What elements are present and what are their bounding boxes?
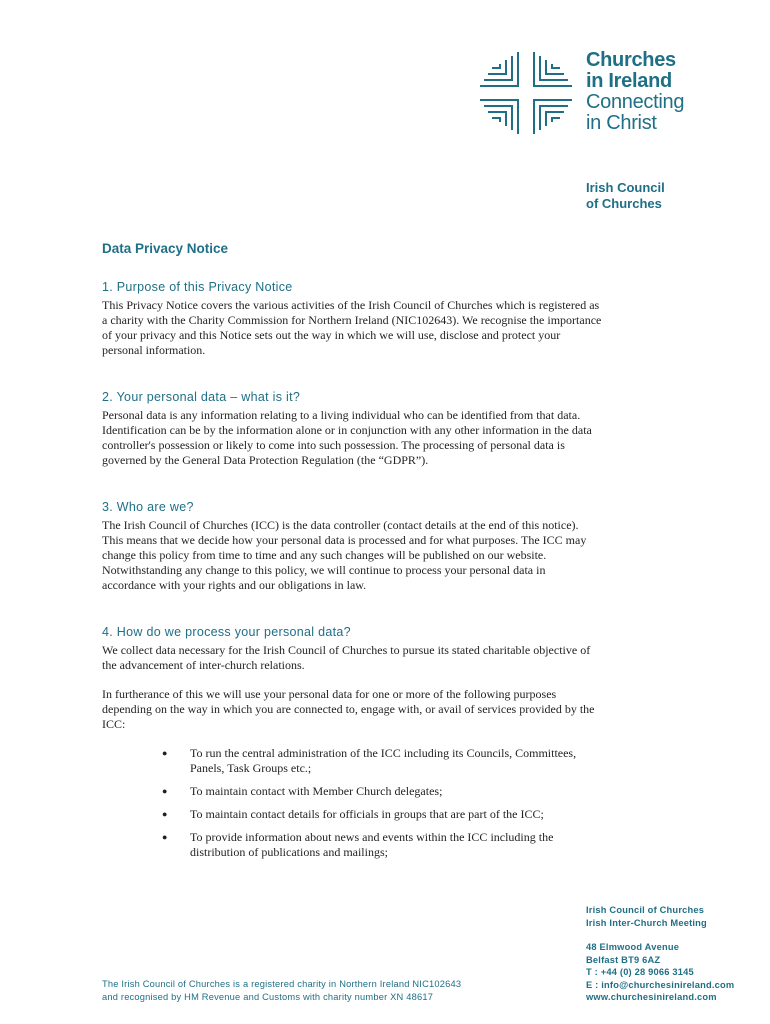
- brand-logo: [478, 50, 718, 140]
- section-heading: 4. How do we process your personal data?: [102, 625, 351, 639]
- contact-address-2: Belfast BT9 6AZ: [586, 954, 661, 965]
- brand-wordmark: [586, 50, 684, 134]
- contact-address-1: 48 Elmwood Avenue: [586, 942, 680, 952]
- document-title: Data Privacy Notice: [102, 241, 229, 256]
- section-paragraph: Personal data is any information relating to a living individual who can be identified from that data. Identification can be by the information alone or in conjunction with any other information in the data controller's possession or likely to come into such possession. The processing of personal data is governed by the General Data Protection Regulation (the “GDPR”).: [102, 408, 592, 467]
- list-item: [162, 830, 602, 860]
- section-purpose: [102, 280, 602, 358]
- cross-lines-icon: [478, 50, 574, 136]
- contact-org-2: Irish Inter-Church Meeting: [586, 917, 707, 928]
- bullet-icon: ●: [162, 786, 168, 796]
- document-body: [102, 280, 602, 892]
- org-name-line-1: Irish Council: [586, 180, 665, 195]
- section-heading: 1. Purpose of this Privacy Notice: [102, 280, 293, 294]
- brand-line-3: Connecting: [586, 91, 685, 113]
- org-name: [586, 180, 665, 212]
- bullet-icon: ●: [162, 809, 168, 819]
- section-heading: 3. Who are we?: [102, 500, 194, 514]
- brand-line-2: in Ireland: [586, 70, 672, 92]
- org-name-line-2: of Churches: [586, 196, 662, 211]
- list-item-text: To maintain contact details for officials in groups that are part of the ICC;: [190, 807, 544, 821]
- contact-block: [586, 904, 734, 1004]
- section-paragraph: The Irish Council of Churches (ICC) is the data controller (contact details at the end of this notice). This means that we decide how your personal data is processed and for what purposes. The ICC may change this policy from time to time and any such changes will be published on our website. Notwithstanding any change to this policy, we will continue to process your personal data in accordance with your rights and our obligations in law.: [102, 518, 587, 592]
- list-item: [162, 784, 602, 799]
- section-processing: [102, 625, 602, 860]
- brand-line-1: Churches: [586, 49, 676, 71]
- contact-org-1: Irish Council of Churches: [586, 905, 705, 915]
- section-paragraph: This Privacy Notice covers the various activities of the Irish Council of Churches which is registered as a charity with the Charity Commission for Northern Ireland (NIC102643). We recognise the importance of your privacy and this Notice sets out the way in which we will use, disclose and protect your personal information.: [102, 298, 602, 357]
- contact-email-link[interactable]: E : info@churchesinireland.com: [586, 979, 735, 990]
- section-paragraph: In furtherance of this we will use your personal data for one or more of the following purposes depending on the way in which you are connected to, engage with, or avail of services provided by the ICC:: [102, 687, 595, 731]
- section-heading: 2. Your personal data – what is it?: [102, 390, 301, 404]
- bullet-icon: ●: [162, 748, 168, 758]
- section-who-are-we: [102, 500, 602, 593]
- list-item-text: To run the central administration of the ICC including its Councils, Committees, Panels, Task Groups etc.;: [190, 746, 577, 775]
- list-item-text: To maintain contact with Member Church delegates;: [190, 784, 443, 798]
- brand-line-4: in Christ: [586, 112, 657, 134]
- contact-phone: T : +44 (0) 28 9066 3145: [586, 967, 694, 977]
- list-item-text: To provide information about news and events within the ICC including the distribution of publications and mailings;: [190, 830, 554, 859]
- bullet-icon: ●: [162, 832, 168, 842]
- section-paragraph: We collect data necessary for the Irish Council of Churches to pursue its stated charitable objective of the advancement of inter-church relations.: [102, 643, 591, 672]
- charity-notice-line-2: and recognised by HM Revenue and Customs with charity number XN 48617: [102, 992, 434, 1002]
- purposes-list: [102, 746, 602, 860]
- charity-notice-line-1: The Irish Council of Churches is a registered charity in Northern Ireland NIC102643: [102, 979, 462, 989]
- section-personal-data: [102, 390, 602, 468]
- list-item: [162, 746, 602, 776]
- charity-notice: [102, 978, 461, 1004]
- list-item: [162, 807, 602, 822]
- contact-website-link[interactable]: www.churchesinireland.com: [586, 992, 717, 1002]
